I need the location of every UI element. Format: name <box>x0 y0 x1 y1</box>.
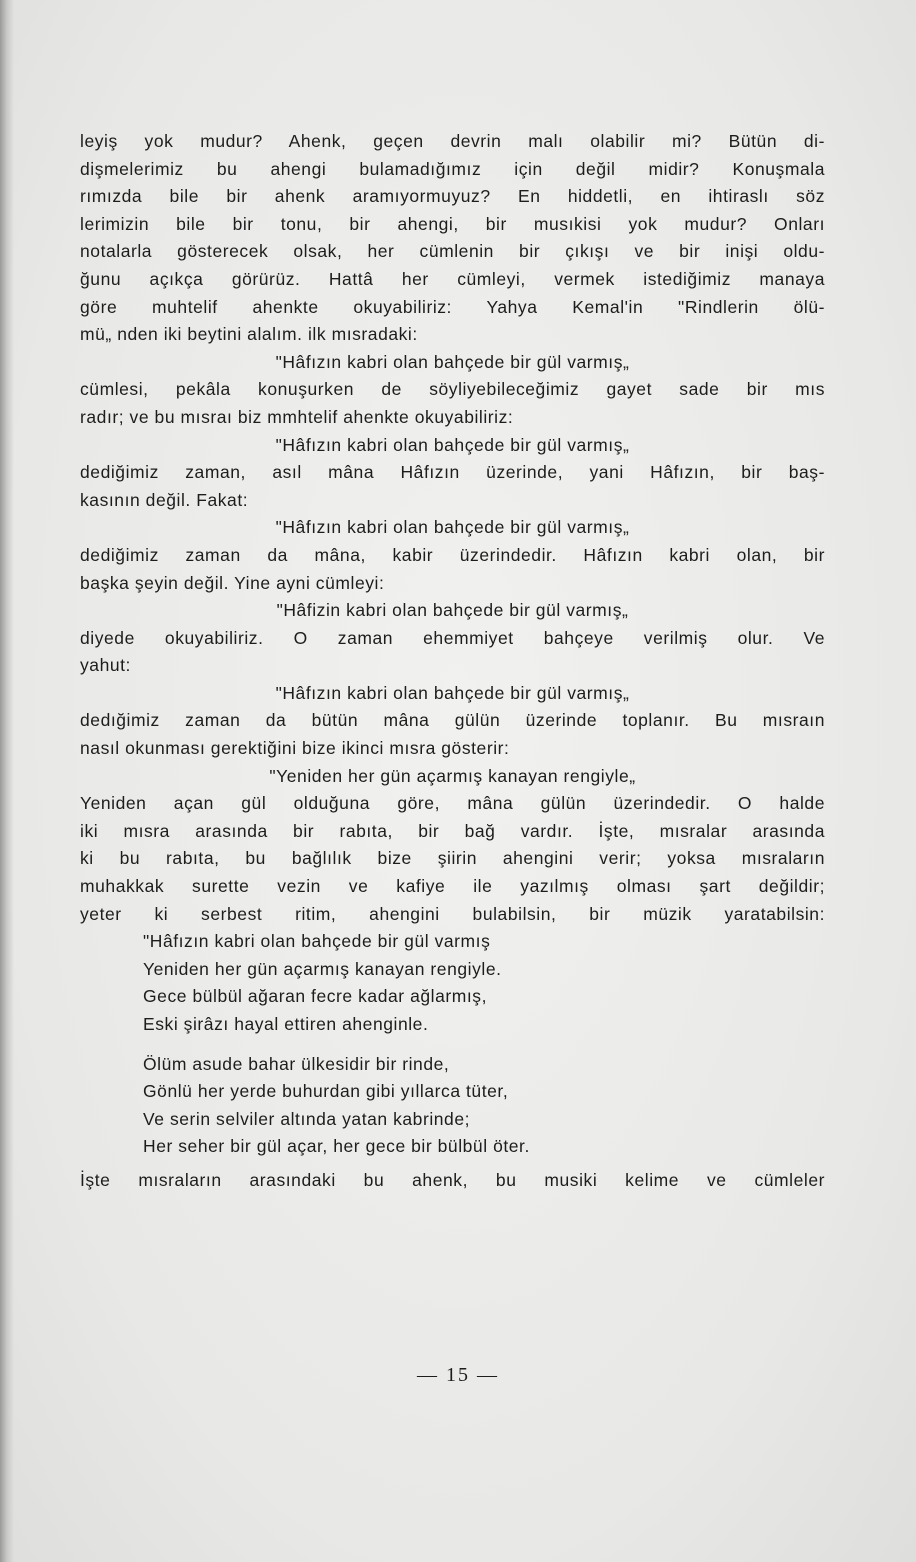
body-line: cümlesi, pekâla konuşurken de söyliyebileceğimiz gayet sade bir mıs <box>80 379 825 400</box>
poem-line: Gönlü her yerde buhurdan gibi yıllarca tüter, <box>143 1081 509 1102</box>
body-line: dişmelerimiz bu ahengi bulamadığımız için değil midir? Konuşmala <box>80 158 825 179</box>
body-line: notalarla gösterecek olsak, her cümlenin bir çıkışı ve bir inişi oldu- <box>80 241 825 262</box>
body-line: nasıl okunması gerektiğini bize ikinci mısra gösterir: <box>80 738 510 759</box>
body-line: başka şeyin değil. Yine ayni cümleyi: <box>80 572 385 593</box>
body-line: ğunu açıkça görürüz. Hattâ her cümleyi, vermek istediğimiz manaya <box>80 268 825 289</box>
page-number: — 15 — <box>417 1364 499 1386</box>
body-line: Yeniden açan gül olduğuna göre, mâna gülün üzerindedir. O halde <box>80 793 825 814</box>
poem-line: Eski şirâzı hayal ettiren ahenginle. <box>143 1014 429 1034</box>
poem-line: Ve serin selviler altında yatan kabrinde; <box>143 1108 471 1129</box>
final-line: İşte mısraların arasındaki bu ahenk, bu musiki kelime ve cümleler <box>80 1169 825 1190</box>
body-line: leyiş yok mudur? Ahenk, geçen devrin malı olabilir mi? Bütün di- <box>80 131 825 151</box>
quoted-verse: "Hâfizin kabri olan bahçede bir gül varmış„ <box>276 600 629 621</box>
quoted-verse: "Yeniden her gün açarmış kanayan rengiyle„ <box>269 765 636 786</box>
body-line: kasının değil. Fakat: <box>80 489 249 510</box>
quoted-verse: "Hâfızın kabri olan bahçede bir gül varmış„ <box>275 682 630 703</box>
binding-shadow <box>0 0 14 1562</box>
quoted-verse: "Hâfızın kabri olan bahçede bir gül varmış„ <box>275 517 630 538</box>
body-line: rımızda bile bir ahenk aramıyormuyuz? En hiddetli, en ihtiraslı söz <box>80 186 825 207</box>
poem-line: "Hâfızın kabri olan bahçede bir gül varmış <box>143 931 491 952</box>
body-line: göre muhtelif ahenkte okuyabiliriz: Yahya Kemal'in "Rindlerin ölü- <box>80 296 825 317</box>
stanza-gap <box>80 1039 825 1051</box>
body-line: dediğimiz zaman, asıl mâna Hâfızın üzerinde, yani Hâfızın, bir baş- <box>80 462 825 483</box>
body-line: ki bu rabıta, bu bağlılık bize şiirin ahengini verir; yoksa mısraların <box>80 848 825 869</box>
poem-line: Yeniden her gün açarmış kanayan rengiyle. <box>143 958 502 979</box>
page-text <box>80 128 825 1195</box>
poem-line: Gece bülbül ağaran fecre kadar ağlarmış, <box>143 986 487 1007</box>
quoted-verse: "Hâfızın kabri olan bahçede bir gül varmış„ <box>275 434 630 455</box>
body-line: iki mısra arasında bir rabıta, bir bağ vardır. İşte, mısralar arasında <box>80 820 825 841</box>
body-line: yeter ki serbest ritim, ahengini bulabilsin, bir müzik yaratabilsin: <box>80 903 825 924</box>
body-line: muhakkak surette vezin ve kafiye ile yazılmış olması şart değildir; <box>80 876 825 897</box>
poem-line: Ölüm asude bahar ülkesidir bir rinde, <box>143 1053 450 1074</box>
body-line: lerimizin bile bir tonu, bir ahengi, bir musıkisi yok mudur? Onları <box>80 213 825 234</box>
body-line: diyede okuyabiliriz. O zaman ehemmiyet bahçeye verilmiş olur. Ve <box>80 627 825 648</box>
quoted-verse: "Hâfızın kabri olan bahçede bir gül varmış„ <box>275 351 630 372</box>
body-line: radır; ve bu mısraı biz mmhtelif ahenkte okuyabiliriz: <box>80 406 514 427</box>
poem-line: Her seher bir gül açar, her gece bir bülbül öter. <box>143 1136 530 1157</box>
body-line: dediğimiz zaman da mâna, kabir üzerindedir. Hâfızın kabri olan, bir <box>80 544 825 565</box>
body-line: mü„ nden iki beytini alalım. ilk mısradaki: <box>80 324 418 345</box>
body-line: dedığimiz zaman da bütün mâna gülün üzerinde toplanır. Bu mısraın <box>80 710 825 731</box>
body-line: yahut: <box>80 655 131 676</box>
